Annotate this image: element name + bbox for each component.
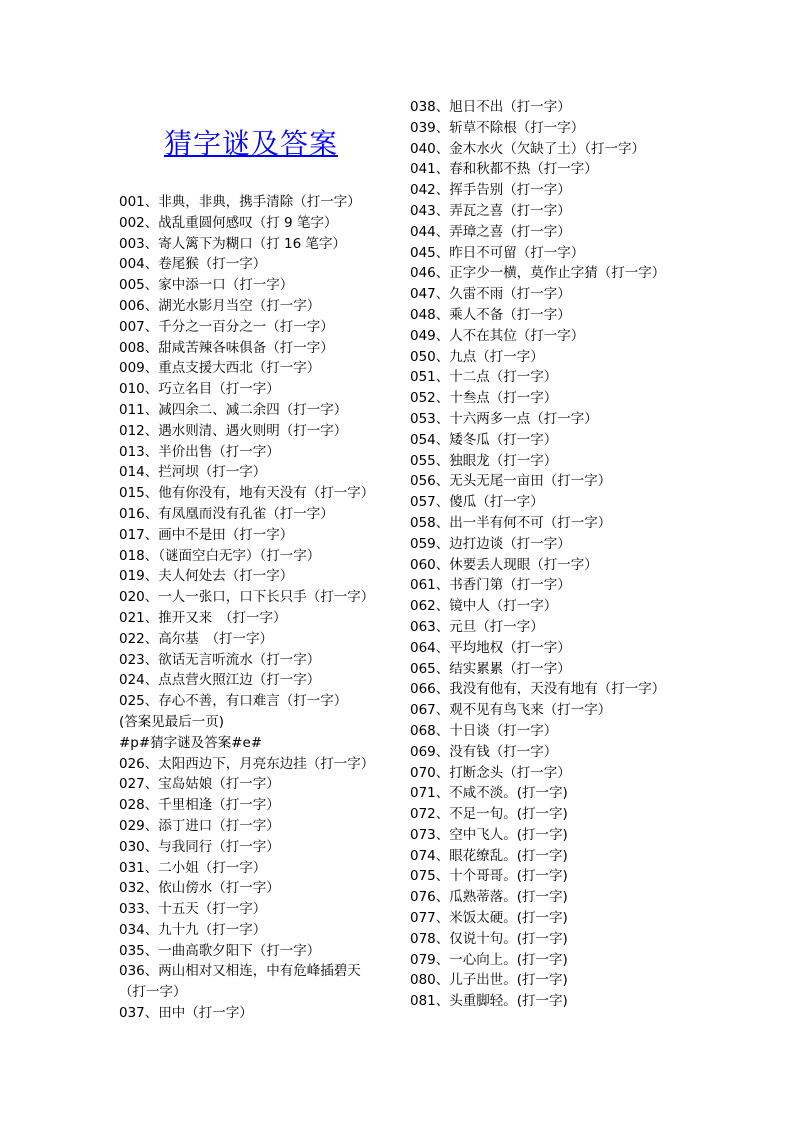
riddle-line: 074、眼花缭乱。(打一字) (410, 847, 568, 864)
riddle-line: 019、夫人何处去（打一字） (119, 568, 294, 585)
riddle-line: 043、弄瓦之喜（打一字） (410, 202, 571, 219)
riddle-line: 037、田中（打一字） (119, 1005, 253, 1022)
riddle-line: 059、边打边谈（打一字） (410, 535, 571, 552)
riddle-line: 048、乘人不备（打一字） (410, 306, 571, 323)
riddle-line: 036、两山相对又相连，中有危峰插碧天 (119, 963, 361, 980)
riddle-line: 020、一人一张口，口下长只手（打一字） (119, 589, 375, 606)
riddle-line: #p#猜字谜及答案#e# (119, 734, 263, 751)
riddle-line: 031、二小姐（打一字） (119, 859, 267, 876)
riddle-line: 014、拦河坝（打一字） (119, 464, 267, 481)
riddle-line: 002、战乱重圆何感叹（打 9 笔字） (119, 214, 338, 231)
riddle-line: 075、十个哥哥。(打一字) (410, 868, 568, 885)
riddle-line: 030、与我同行（打一字） (119, 838, 280, 855)
riddle-line: 063、元旦（打一字） (410, 618, 544, 635)
riddle-line: 081、头重脚轻。(打一字) (410, 993, 568, 1010)
riddle-line: 013、半价出售（打一字） (119, 443, 280, 460)
riddle-line: 080、儿子出世。(打一字) (410, 972, 568, 989)
riddle-line: 049、人不在其位（打一字） (410, 327, 585, 344)
riddle-line: 053、十六两多一点（打一字） (410, 410, 598, 427)
riddle-line: 060、休要丢人现眼（打一字） (410, 556, 598, 573)
riddle-line: 054、矮冬瓜（打一字） (410, 431, 558, 448)
riddle-line: 033、十五天（打一字） (119, 901, 267, 918)
riddle-line: 024、点点营火照江边（打一字） (119, 672, 321, 689)
riddle-line: 041、春和秋都不热（打一字） (410, 161, 598, 178)
riddle-line: 003、寄人篱下为糊口（打 16 笔字） (119, 235, 347, 252)
riddle-line: 023、欲话无言听流水（打一字） (119, 651, 321, 668)
riddle-line: 016、有凤凰而没有孔雀（打一字） (119, 505, 334, 522)
riddle-line: 052、十叁点（打一字） (410, 390, 558, 407)
document-title: 猜字谜及答案 (163, 127, 338, 160)
riddle-line: 018、（谜面空白无字）（打一字） (119, 547, 321, 564)
riddle-line: 011、减四余二、减二余四（打一字） (119, 401, 348, 418)
riddle-line: 051、十二点（打一字） (410, 369, 558, 386)
riddle-line: 028、千里相逢（打一字） (119, 797, 280, 814)
riddle-line: 076、瓜熟蒂落。(打一字) (410, 889, 568, 906)
riddle-line: 022、高尔基 （打一字） (119, 630, 274, 647)
riddle-line: 032、依山傍水（打一字） (119, 880, 280, 897)
riddle-line: 045、昨日不可留（打一字） (410, 244, 585, 261)
riddle-line: 066、我没有他有，天没有地有（打一字） (410, 681, 666, 698)
riddle-line: 058、出一半有何不可（打一字） (410, 514, 612, 531)
riddle-line: 070、打断念头（打一字） (410, 764, 571, 781)
riddle-line: 068、十日谈（打一字） (410, 722, 558, 739)
riddle-line: 077、米饭太硬。(打一字) (410, 910, 568, 927)
riddle-column-right (410, 97, 665, 1012)
riddle-line: (答案见最后一页) (119, 713, 225, 730)
riddle-line: 040、金木水火（欠缺了土）（打一字） (410, 140, 646, 157)
riddle-line: 025、存心不善，有口难言（打一字） (119, 693, 348, 710)
riddle-line: 038、旭日不出（打一字） (410, 99, 571, 115)
riddle-line: 034、九十九（打一字） (119, 921, 267, 938)
riddle-line: 065、结实累累（打一字） (410, 660, 571, 677)
riddle-line: 008、甜咸苦辣各味俱备（打一字） (119, 339, 334, 356)
riddle-line: 010、巧立名目（打一字） (119, 381, 280, 398)
riddle-line: 021、推开又来 （打一字） (119, 609, 287, 626)
riddle-line: 064、平均地权（打一字） (410, 639, 571, 656)
riddle-line: 027、宝岛姑娘（打一字） (119, 776, 280, 793)
riddle-line: 069、没有钱（打一字） (410, 743, 558, 760)
riddle-line: 062、镜中人（打一字） (410, 598, 558, 615)
riddle-line: 044、弄璋之喜（打一字） (410, 223, 571, 240)
riddle-line: 046、正字少一横，莫作止字猜（打一字） (410, 265, 666, 282)
riddle-line: 079、一心向上。(打一字) (410, 951, 568, 968)
riddle-column-left (119, 192, 374, 1024)
riddle-line: 047、久雷不雨（打一字） (410, 286, 571, 303)
riddle-line: 050、九点（打一字） (410, 348, 544, 365)
riddle-line: 073、空中飞人。(打一字) (410, 826, 568, 843)
riddle-line: 001、非典，非典，携手清除（打一字） (119, 194, 361, 210)
riddle-line: 039、斩草不除根（打一字） (410, 119, 585, 136)
riddle-line: 015、他有你没有，地有天没有（打一字） (119, 485, 375, 502)
riddle-line: 061、书香门第（打一字） (410, 577, 571, 594)
riddle-line: 056、无头无尾一亩田（打一字） (410, 473, 612, 490)
riddle-line: 057、傻瓜（打一字） (410, 494, 544, 511)
riddle-line: 067、观不见有鸟飞来（打一字） (410, 702, 612, 719)
riddle-line: 078、仅说十句。(打一字) (410, 930, 568, 947)
riddle-line: 071、不咸不淡。(打一字) (410, 785, 568, 802)
riddle-line: 026、太阳西边下，月亮东边挂（打一字） (119, 755, 375, 772)
riddle-line: 004、卷尾猴（打一字） (119, 256, 267, 273)
riddle-line: 042、挥手告别（打一字） (410, 182, 571, 199)
riddle-line: 072、不足一旬。(打一字) (410, 806, 568, 823)
riddle-line: 029、添丁进口（打一字） (119, 817, 280, 834)
riddle-line: 005、家中添一口（打一字） (119, 277, 294, 294)
riddle-line: 035、一曲高歌夕阳下（打一字） (119, 942, 321, 959)
riddle-line: 012、遇水则清、遇火则明（打一字） (119, 422, 348, 439)
riddle-line: 007、千分之一百分之一（打一字） (119, 318, 334, 335)
riddle-line: 055、独眼龙（打一字） (410, 452, 558, 469)
riddle-line: 006、湖光水影月当空（打一字） (119, 297, 321, 314)
riddle-line: 017、画中不是田（打一字） (119, 526, 294, 543)
riddle-line: 009、重点支援大西北（打一字） (119, 360, 321, 377)
riddle-line: （打一字） (119, 984, 187, 1001)
